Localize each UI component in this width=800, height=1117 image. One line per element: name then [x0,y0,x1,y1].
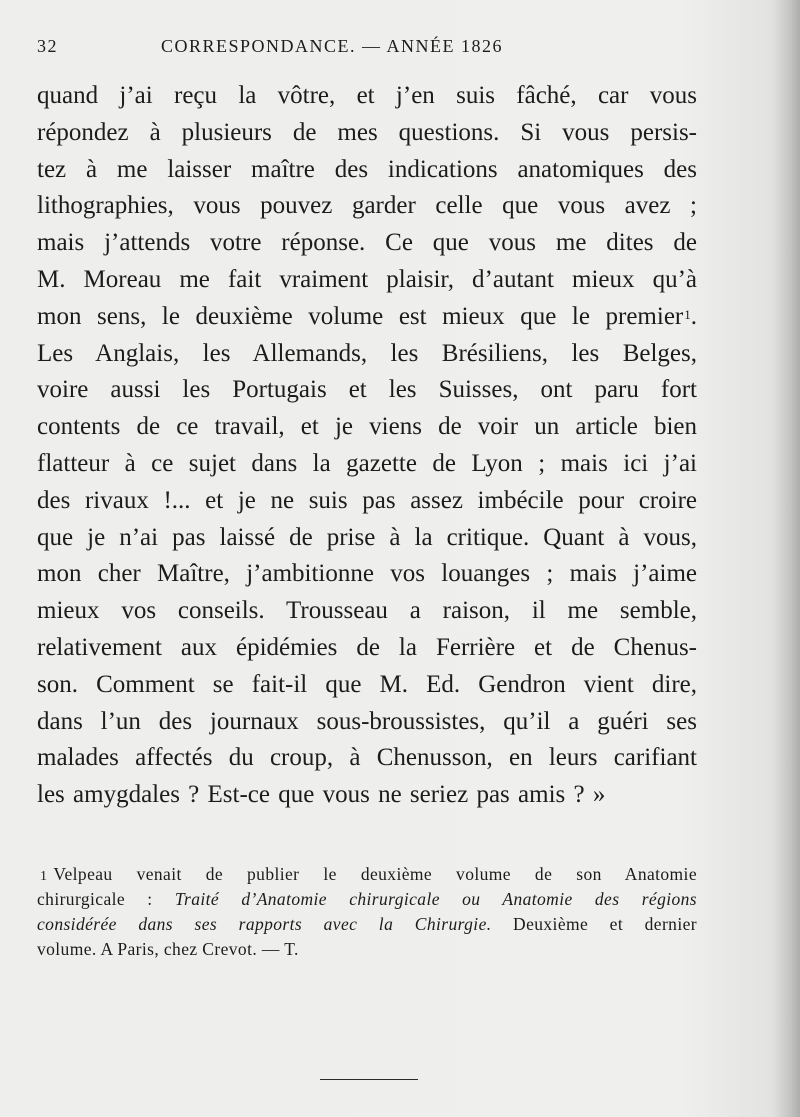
body-line: mieux vos conseils. Trousseau a raison, il me semble, [37,597,697,625]
body-line: son. Comment se fait-il que M. Ed. Gendron vient dire, [37,670,697,698]
body-line: que je n’ai pas laissé de prise à la critique. Quant à vous, [37,523,697,551]
body-line: M. Moreau me fait vraiment plaisir, d’autant mieux qu’à [37,265,697,293]
footnote-line [37,887,697,912]
body-line: voire aussi les Portugais et les Suisses, ont paru fort [37,376,697,404]
running-head [37,36,717,60]
body-line: relativement aux épidémies de la Ferrière et de Chenus- [37,633,697,661]
letter-body [37,78,697,814]
body-line: lithographies, vous pouvez garder celle que vous avez ; [37,192,697,220]
page-edge-shadow [774,0,800,1117]
body-line: quand j’ai reçu la vôtre, et j’en suis fâché, car vous [37,82,697,109]
footnote-book-title: Traité d’Anatomie chirurgicale ou Anatomie des régions [174,889,697,909]
footnote-line [37,912,697,937]
body-line-with-footnote-ref [37,299,697,336]
page-number: 32 [37,36,58,56]
body-line: tez à me laisser maître des indications anatomiques des [37,155,697,183]
body-line: des rivaux !... et je ne suis pas assez imbécile pour croire [37,486,697,514]
footnote [37,862,697,962]
body-line: flatteur à ce sujet dans la gazette de Lyon ; mais ici j’ai [37,449,697,477]
body-line: répondez à plusieurs de mes questions. Si vous persis- [37,118,697,146]
body-line: Les Anglais, les Allemands, les Brésiliens, les Belges, [37,339,697,367]
body-line: les amygdales ? Est-ce que vous ne seriez pas amis ? » [37,781,606,809]
sentence-period: . [690,302,697,330]
footnote-marker: 1 [40,869,48,884]
bottom-rule [320,1079,418,1080]
body-line: contents de ce travail, et je viens de voir un article bien [37,413,697,441]
footnote-line: volume. A Paris, chez Crevot. — T. [37,939,299,959]
running-title: CORRESPONDANCE. — ANNÉE 1826 [161,36,504,56]
body-line: dans l’un des journaux sous-broussistes, qu’il a guéri ses [37,707,697,735]
footnote-text: Velpeau venait de publier le deuxième volume de son Anatomie [53,864,697,884]
footnote-book-title: considérée dans ses rapports avec la Chirurgie. [37,914,492,934]
body-line: malades affectés du croup, à Chenusson, en leurs carifiant [37,744,697,772]
footnote-reference[interactable]: 1 [684,306,691,322]
footnote-line [37,862,697,887]
body-line: mon cher Maître, j’ambitionne vos louanges ; mais j’aime [37,560,697,588]
footnote-text: chirurgicale : [37,889,153,909]
footnote-text: Deuxième et dernier [513,914,697,934]
body-line-text: mon sens, le deuxième volume est mieux que le premier [37,302,684,330]
body-line: mais j’attends votre réponse. Ce que vous me dites de [37,229,697,257]
